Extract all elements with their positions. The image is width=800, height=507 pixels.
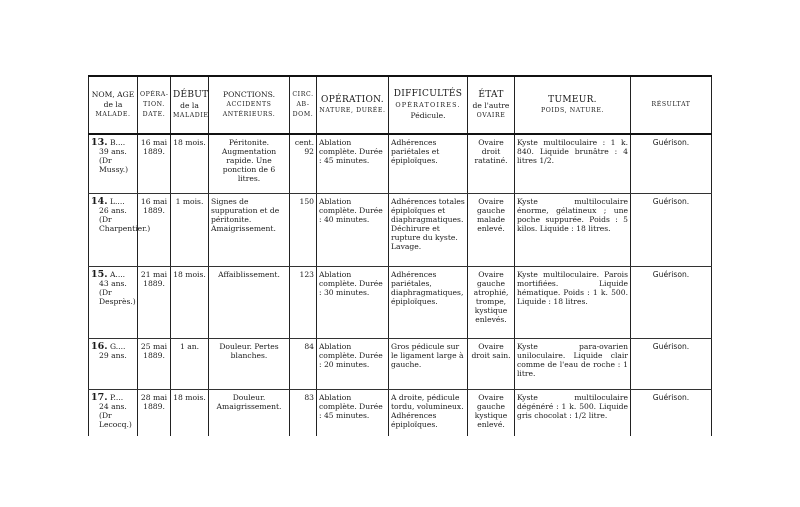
illness-onset: 18 mois.: [171, 389, 209, 436]
header-resultat: RÉSULTAT: [631, 76, 712, 134]
difficulties-text: Adhérences pariétales, diaphragmatiques, épiploïques.: [389, 266, 468, 338]
result-text: Guérison.: [631, 193, 712, 266]
abdominal-circumference: 123: [290, 266, 317, 338]
case-number: 16.: [91, 340, 108, 352]
patient-details: 26 ans.(Dr Charpentier.): [99, 205, 151, 233]
header-debut: DÉBUT de la MALADIE: [171, 76, 209, 134]
ponctions-text: Affaiblissement.: [209, 266, 290, 338]
patient-cell: [89, 134, 138, 193]
tumor-text: Kyste multiloculaire énorme, gélatineux ; une poche suppurée. Poids : 5 kilos. Liquide : 18 litres.: [515, 193, 631, 266]
patient-cell: [89, 389, 138, 436]
result-text: Guérison.: [631, 389, 712, 436]
patient-details: 39 ans.(Dr Mussy.): [99, 147, 129, 174]
operation-text: Ablation complète. Durée : 45 minutes.: [317, 389, 389, 436]
result-text: Guérison.: [631, 338, 712, 389]
tumor-text: Kyste para-ovarien uniloculaire. Liquide clair comme de l'eau de roche : 1 litre.: [515, 338, 631, 389]
tumor-text: Kyste multiloculaire dégénéré : 1 k. 500. Liquide gris chocolat : 1/2 litre.: [515, 389, 631, 436]
abdominal-circumference: 83: [290, 389, 317, 436]
tumor-text: Kyste multiloculaire : 1 k. 840. Liquide brunâtre : 4 litres 1/2.: [515, 134, 631, 193]
header-etat: ÉTAT de l'autre OVAIRE: [468, 76, 515, 134]
patient-details: 43 ans.(Dr Desprès.): [99, 278, 136, 306]
header-circ: CIRC. AB- DOM.: [290, 76, 317, 134]
abdominal-circumference: 150: [290, 193, 317, 266]
ponctions-text: Douleur. Pertes blanches.: [209, 338, 290, 389]
table-header: [89, 76, 712, 134]
illness-onset: 1 an.: [171, 338, 209, 389]
case-table: [88, 75, 712, 436]
table-row: [89, 338, 712, 389]
other-ovary-state: Ovaire gauche kystique enlevé.: [468, 389, 515, 436]
header-nom: NOM, AGE de la MALADE.: [89, 76, 138, 134]
patient-initial: A....: [109, 269, 126, 279]
operation-date: 16 mai 1889.: [138, 193, 171, 266]
header-ponctions: PONCTIONS. ACCIDENTS ANTÉRIEURS.: [209, 76, 290, 134]
table-row: [89, 134, 712, 193]
other-ovary-state: Ovaire droit ratatiné.: [468, 134, 515, 193]
difficulties-text: A droite, pédicule tordu, volumineux. Adhérences épiploïques.: [389, 389, 468, 436]
abdominal-circumference: cent. 92: [290, 134, 317, 193]
case-number: 14.: [91, 195, 108, 207]
patient-cell: [89, 193, 151, 266]
difficulties-text: Adhérences totales épiploïques et diaphragmatiques. Déchirure et rupture du kyste. Lavage.: [389, 193, 468, 266]
patient-initial: P....: [109, 392, 124, 402]
header-operation-date: OPÉRA- TION. DATE.: [138, 76, 171, 134]
operation-text: Ablation complète. Durée : 40 minutes.: [317, 193, 389, 266]
operation-date: 25 mai 1889.: [138, 338, 171, 389]
patient-details: 29 ans.: [99, 350, 127, 360]
case-number: 17.: [91, 391, 108, 403]
difficulties-text: Adhérences pariétales et épiploïques.: [389, 134, 468, 193]
header-tumeur: TUMEUR. POIDS, NATURE.: [515, 76, 631, 134]
other-ovary-state: Ovaire gauche malade enlevé.: [468, 193, 515, 266]
operation-date: 16 mai 1889.: [138, 134, 171, 193]
ponctions-text: Signes de suppuration et de péritonite. Amaigrissement.: [209, 193, 290, 266]
operation-text: Ablation complète. Durée : 30 minutes.: [317, 266, 389, 338]
patient-initial: L....: [109, 196, 125, 206]
result-text: Guérison.: [631, 266, 712, 338]
operation-date: 21 mai 1889.: [138, 266, 171, 338]
abdominal-circumference: 84: [290, 338, 317, 389]
table-row: [89, 389, 712, 436]
ponctions-text: Douleur. Amaigrissement.: [209, 389, 290, 436]
header-difficultes: DIFFICULTÉS OPÉRATOIRES. Pédicule.: [389, 76, 468, 134]
header-operation-nature: OPÉRATION. NATURE, DURÉE.: [317, 76, 389, 134]
operation-date: 28 mai 1889.: [138, 389, 171, 436]
ponctions-text: Péritonite. Augmentation rapide. Une ponction de 6 litres.: [209, 134, 290, 193]
difficulties-text: Gros pédicule sur le ligament large à gauche.: [389, 338, 468, 389]
operation-text: Ablation complète. Durée : 20 minutes.: [317, 338, 389, 389]
other-ovary-state: Ovaire droit sain.: [468, 338, 515, 389]
patient-initial: B....: [109, 138, 126, 147]
patient-cell: [89, 338, 138, 389]
illness-onset: 18 mois.: [171, 134, 209, 193]
operation-text: Ablation complète. Durée : 45 minutes.: [317, 134, 389, 193]
tumor-text: Kyste multiloculaire. Parois mortifiées. Liquide hématique. Poids : 1 k. 500. Liquide : 18 litres.: [515, 266, 631, 338]
case-number: 15.: [91, 268, 108, 280]
patient-initial: G....: [109, 341, 126, 351]
table-row: [89, 266, 712, 338]
case-number: 13.: [91, 137, 108, 148]
illness-onset: 18 mois.: [171, 266, 209, 338]
result-text: Guérison.: [631, 134, 712, 193]
table-row: [89, 193, 712, 266]
illness-onset: 1 mois.: [171, 193, 209, 266]
other-ovary-state: Ovaire gauche atrophié, trompe, kystique enlevés.: [468, 266, 515, 338]
table-body: [89, 134, 712, 436]
patient-details: 24 ans.(Dr Lecocq.): [99, 401, 132, 429]
patient-cell: [89, 266, 138, 338]
